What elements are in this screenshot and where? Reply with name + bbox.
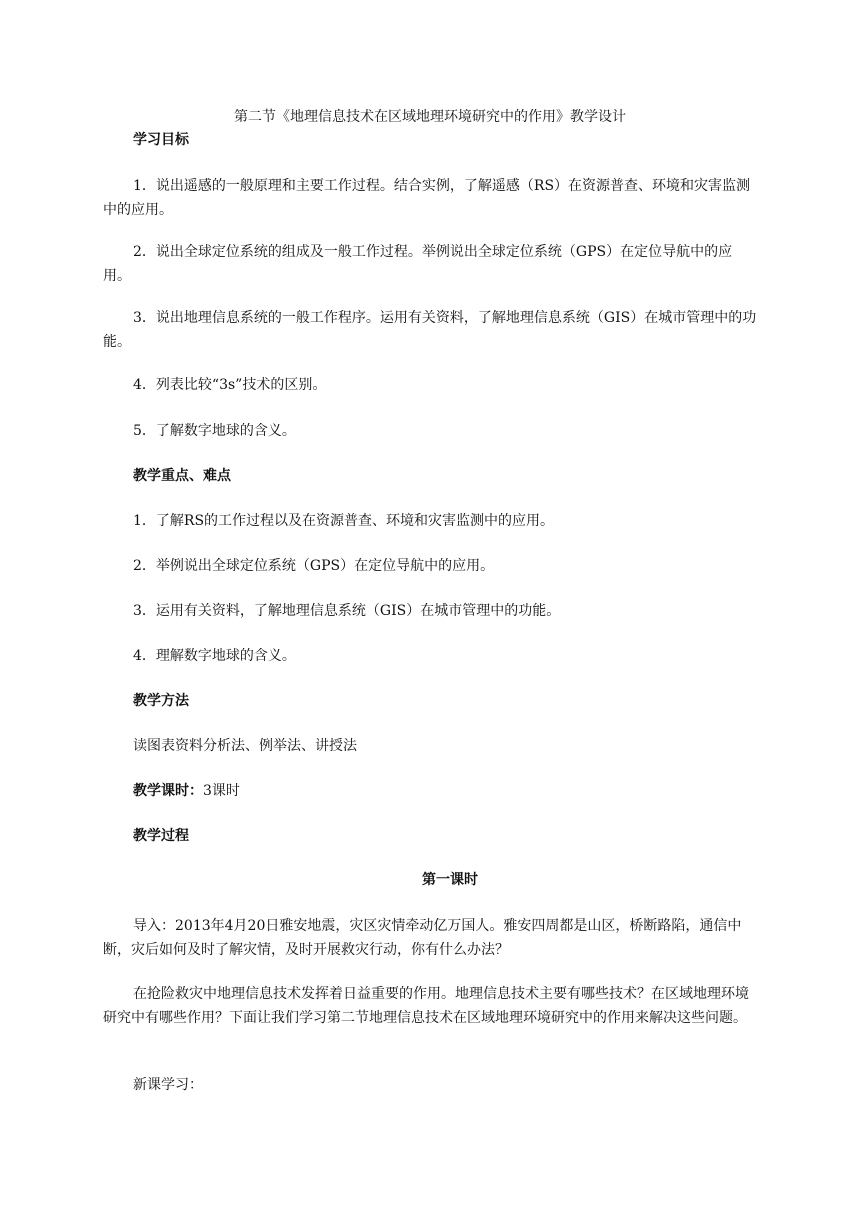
hours-value: 3课时 xyxy=(203,783,240,799)
focus-item-4: 4．理解数字地球的含义。 xyxy=(133,648,296,664)
paragraph-2: 在抢险救灾中地理信息技术发挥着日益重要的作用。地理信息技术主要有哪些技术？在区域地理环境研究中有哪些作用？下面让我们学习第二节地理信息技术在区域地理环境研究中的作用来解决这些问题。 xyxy=(103,986,749,1026)
goal-item-4: 4．列表比较“3s”技术的区别。 xyxy=(133,377,327,393)
goal-item-3: 3．说出地理信息系统的一般工作程序。运用有关资料，了解地理信息系统（GIS）在城市管理中的功能。 xyxy=(103,310,757,350)
intro-paragraph: 导入：2013年4月20日雅安地震，灾区灾情牵动亿万国人。雅安四周都是山区，桥断路陷，通信中断，灾后如何及时了解灾情，及时开展救灾行动，你有什么办法？ xyxy=(103,918,742,958)
focus-item-3: 3．运用有关资料，了解地理信息系统（GIS）在城市管理中的功能。 xyxy=(133,603,561,619)
goal-item-2: 2．说出全球定位系统的组成及一般工作过程。举例说出全球定位系统（GPS）在定位导航中的应用。 xyxy=(103,244,733,284)
goals-heading: 学习目标 xyxy=(133,132,189,148)
document-title: 第二节《地理信息技术在区域地理环境研究中的作用》教学设计 xyxy=(234,109,626,125)
method-text: 读图表资料分析法、例举法、讲授法 xyxy=(133,738,357,754)
process-heading: 教学过程 xyxy=(133,828,189,844)
lesson-title: 第一课时 xyxy=(422,872,478,888)
hours-line xyxy=(103,779,758,803)
method-heading: 教学方法 xyxy=(133,693,189,709)
goal-item-1: 1．说出遥感的一般原理和主要工作过程。结合实例，了解遥感（RS）在资源普查、环境和灾害监测中的应用。 xyxy=(103,178,751,218)
focus-item-1: 1．了解RS的工作过程以及在资源普查、环境和灾害监测中的应用。 xyxy=(133,513,555,529)
focus-heading: 教学重点、难点 xyxy=(133,468,231,484)
goal-item-5: 5．了解数字地球的含义。 xyxy=(133,423,296,439)
hours-label: 教学课时： xyxy=(133,783,203,799)
new-lesson-label: 新课学习： xyxy=(133,1077,203,1093)
focus-item-2: 2．举例说出全球定位系统（GPS）在定位导航中的应用。 xyxy=(133,558,495,574)
